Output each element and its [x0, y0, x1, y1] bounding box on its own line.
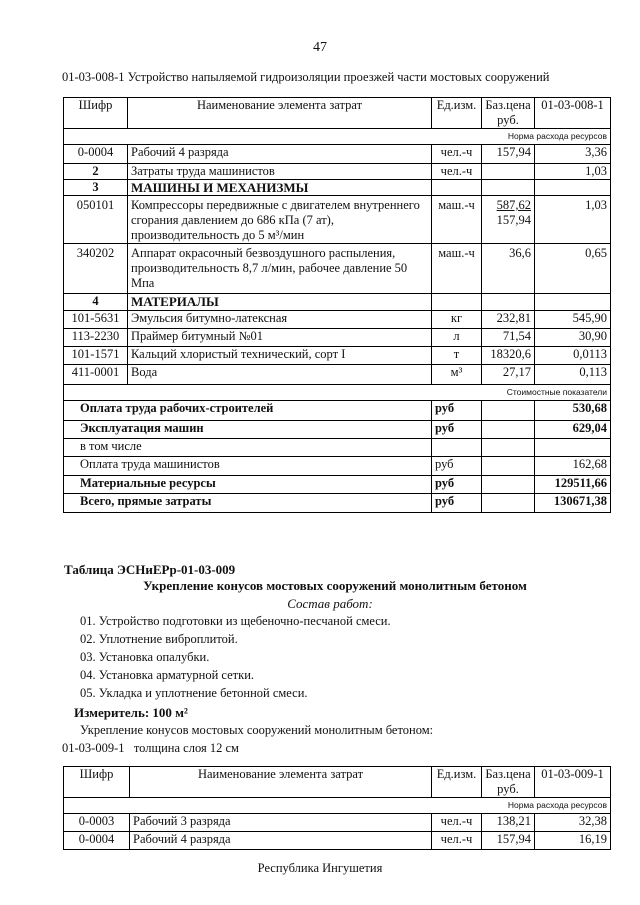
meter-desc: Укрепление конусов мостовых сооружений монолитным бетоном: — [80, 723, 434, 737]
table-row — [64, 196, 611, 244]
table-row — [64, 329, 611, 347]
work-item: 05. Укладка и уплотнение бетонной смеси. — [80, 686, 308, 700]
cell-value: 0,0113 — [535, 347, 611, 365]
cost-label: Стоимостные показатели — [64, 385, 611, 401]
table-row — [64, 814, 611, 832]
cell-unit: чел.-ч — [432, 145, 482, 164]
cell-unit: чел.-ч — [432, 164, 482, 180]
cell-value: 32,38 — [535, 814, 611, 832]
cell-code: 411-0001 — [64, 365, 128, 385]
cell-value: 545,90 — [535, 311, 611, 329]
section-caption: 01-03-008-1 Устройство напыляемой гидроизоляции проезжей части мостовых сооружений — [62, 70, 550, 84]
totals-row — [64, 457, 611, 476]
total-unit: руб — [432, 476, 482, 494]
total-name: Материальные ресурсы — [64, 476, 432, 494]
cell-name: Компрессоры передвижные с двигателем внутреннего сгорания давлением до 686 кПа (7 ат), производительность до 5 м³/мин — [128, 196, 432, 244]
cell-code: 2 — [64, 164, 128, 180]
cell-value: 30,90 — [535, 329, 611, 347]
table-row — [64, 164, 611, 180]
totals-row — [64, 439, 611, 457]
cell-unit: маш.-ч — [432, 244, 482, 294]
total-name: Оплата труда рабочих-строителей — [64, 401, 432, 421]
header-code: Шифр — [64, 767, 130, 798]
cell-unit: маш.-ч — [432, 196, 482, 244]
cell-price: 27,17 — [482, 365, 535, 385]
table-row — [64, 311, 611, 329]
cell-name: Праймер битумный №01 — [128, 329, 432, 347]
total-name: Оплата труда машинистов — [64, 457, 432, 476]
header-value: 01-03-009-1 — [535, 767, 611, 798]
item-line: 01-03-009-1 толщина слоя 12 см — [62, 741, 239, 755]
cell-value: 1,03 — [535, 196, 611, 244]
cell-price — [482, 164, 535, 180]
cell-code: 4 — [64, 294, 128, 311]
cell-value: 3,36 — [535, 145, 611, 164]
work-item: 02. Уплотнение виброплитой. — [80, 632, 238, 646]
cell-code: 340202 — [64, 244, 128, 294]
total-name: Эксплуатация машин — [64, 421, 432, 439]
cell-price: 71,54 — [482, 329, 535, 347]
cell-price: 157,94 — [482, 145, 535, 164]
total-value: 130671,38 — [535, 494, 611, 513]
total-name: Всего, прямые затраты — [64, 494, 432, 513]
resource-table-1 — [63, 97, 611, 513]
header-name: Наименование элемента затрат — [130, 767, 432, 798]
cell-name: Затраты труда машинистов — [128, 164, 432, 180]
cell-code: 101-1571 — [64, 347, 128, 365]
total-unit: руб — [432, 494, 482, 513]
cell-name: Кальций хлористый технический, сорт I — [128, 347, 432, 365]
header-price: Баз.цена руб. — [482, 767, 535, 798]
cell-value: 1,03 — [535, 164, 611, 180]
total-name: в том числе — [64, 439, 432, 457]
table-row — [64, 145, 611, 164]
cell-code: 101-5631 — [64, 311, 128, 329]
work-item: 03. Установка опалубки. — [80, 650, 210, 664]
cell-value: 16,19 — [535, 832, 611, 850]
total-unit: руб — [432, 421, 482, 439]
cell-code: 0-0003 — [64, 814, 130, 832]
cell-code: 0-0004 — [64, 145, 128, 164]
table-row — [64, 244, 611, 294]
cell-price — [482, 196, 535, 244]
cell-name: Рабочий 4 разряда — [128, 145, 432, 164]
header-code: Шифр — [64, 98, 128, 129]
cell-unit: кг — [432, 311, 482, 329]
footer-region: Республика Ингушетия — [257, 861, 383, 875]
cell-code: 113-2230 — [64, 329, 128, 347]
cell-price: 232,81 — [482, 311, 535, 329]
cell-name: Вода — [128, 365, 432, 385]
total-unit: руб — [432, 401, 482, 421]
header-unit: Ед.изм. — [432, 767, 482, 798]
totals-row — [64, 401, 611, 421]
cell-unit: м³ — [432, 365, 482, 385]
resource-table-2 — [63, 766, 611, 850]
section-heading: МАШИНЫ И МЕХАНИЗМЫ — [128, 180, 432, 196]
work-item: 01. Устройство подготовки из щебеночно-песчаной смеси. — [80, 614, 391, 628]
cell-name: Рабочий 3 разряда — [130, 814, 432, 832]
norm-label: Норма расхода ресурсов — [64, 129, 611, 145]
total-value: 530,68 — [535, 401, 611, 421]
cell-value: 0,65 — [535, 244, 611, 294]
cell-code: 3 — [64, 180, 128, 196]
table-subtitle: Укрепление конусов мостовых сооружений монолитным бетоном — [143, 578, 527, 593]
works-title: Состав работ: — [287, 596, 373, 611]
header-value: 01-03-008-1 — [535, 98, 611, 129]
cell-name: Аппарат окрасочный безвоздушного распыления, производительность 8,7 л/мин, рабочее давление 50 Мпа — [128, 244, 432, 294]
table-row — [64, 365, 611, 385]
meter-label: Измеритель: 100 м² — [74, 705, 188, 720]
table-row — [64, 832, 611, 850]
norm-label: Норма расхода ресурсов — [64, 798, 611, 814]
section-heading: МАТЕРИАЛЫ — [128, 294, 432, 311]
header-name: Наименование элемента затрат — [128, 98, 432, 129]
price-value: 587,62 — [496, 198, 531, 212]
materials-title-row — [64, 294, 611, 311]
header-price: Баз.цена руб. — [482, 98, 535, 129]
machines-title-row — [64, 180, 611, 196]
cell-code: 0-0004 — [64, 832, 130, 850]
cell-unit: чел.-ч — [432, 832, 482, 850]
totals-row — [64, 421, 611, 439]
cell-price: 18320,6 — [482, 347, 535, 365]
total-unit — [432, 439, 482, 457]
cell-unit: т — [432, 347, 482, 365]
table-row — [64, 347, 611, 365]
total-unit: руб — [432, 457, 482, 476]
cell-unit: л — [432, 329, 482, 347]
cell-price: 138,21 — [482, 814, 535, 832]
total-value: 129511,66 — [535, 476, 611, 494]
cell-price: 157,94 — [482, 832, 535, 850]
table-title: Таблица ЭСНиЕРр-01-03-009 — [64, 562, 236, 577]
price-value-2: 157,94 — [496, 213, 531, 227]
total-value: 629,04 — [535, 421, 611, 439]
header-unit: Ед.изм. — [432, 98, 482, 129]
cell-unit: чел.-ч — [432, 814, 482, 832]
cell-code: 050101 — [64, 196, 128, 244]
cell-value: 0,113 — [535, 365, 611, 385]
totals-row — [64, 494, 611, 513]
cell-name: Эмульсия битумно-латексная — [128, 311, 432, 329]
cell-name: Рабочий 4 разряда — [130, 832, 432, 850]
total-value — [535, 439, 611, 457]
page-number: 47 — [313, 40, 327, 55]
totals-row — [64, 476, 611, 494]
total-value: 162,68 — [535, 457, 611, 476]
work-item: 04. Установка арматурной сетки. — [80, 668, 255, 682]
cell-price: 36,6 — [482, 244, 535, 294]
